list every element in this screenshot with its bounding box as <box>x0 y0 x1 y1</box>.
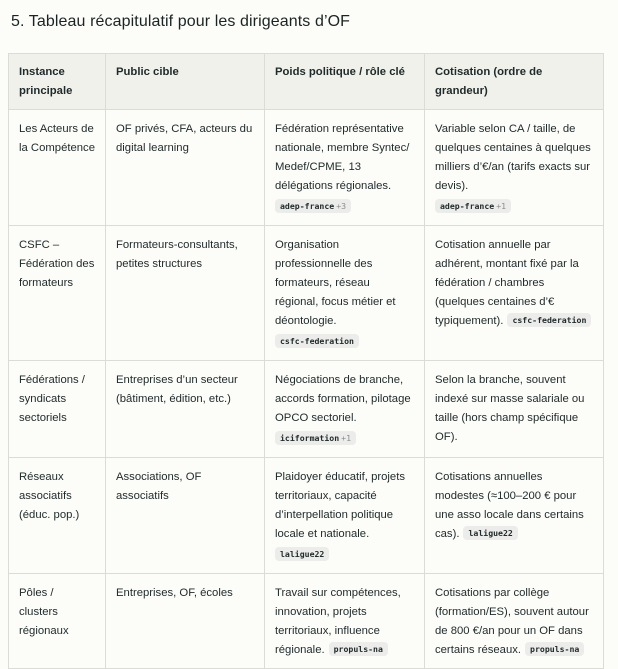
summary-table <box>8 53 604 669</box>
citation-badge[interactable] <box>507 313 591 327</box>
cell-public: Entreprises, OF, écoles <box>106 574 265 669</box>
citation-badge[interactable] <box>525 642 584 656</box>
cell-instance: CSFC – Fédération des formateurs <box>9 226 106 361</box>
cell-public: OF privés, CFA, acteurs du digital learning <box>106 110 265 226</box>
cell-cotisation <box>425 110 604 226</box>
cell-text: Fédération représentative nationale, membre Syntec/ Medef/CPME, 13 délégations régionales. <box>275 123 410 192</box>
cell-instance: Pôles / clusters régionaux <box>9 574 106 669</box>
citation-badge[interactable] <box>275 334 359 348</box>
table-row <box>9 574 604 669</box>
cell-cotisation <box>425 458 604 574</box>
header-cotisation: Cotisation (ordre de grandeur) <box>425 54 604 110</box>
cell-poids <box>265 458 425 574</box>
table-row <box>9 361 604 458</box>
cell-cotisation <box>425 226 604 361</box>
header-poids: Poids politique / rôle clé <box>265 54 425 110</box>
citation-badge[interactable] <box>329 642 388 656</box>
cell-poids <box>265 110 425 226</box>
table-header-row <box>9 54 604 110</box>
citation-source: propuls-na <box>530 644 580 654</box>
cell-instance: Fédérations / syndicats sectoriels <box>9 361 106 458</box>
cell-public: Associations, OF associatifs <box>106 458 265 574</box>
citation-badge[interactable] <box>275 199 351 213</box>
citation-badge[interactable] <box>275 431 356 445</box>
cell-public: Formateurs-consultants, petites structures <box>106 226 265 361</box>
cell-public: Entreprises d’un secteur (bâtiment, édition, etc.) <box>106 361 265 458</box>
cell-cotisation <box>425 574 604 669</box>
citation-source: csfc-federation <box>512 315 587 325</box>
citation-badge[interactable] <box>435 199 511 213</box>
citation-more: +3 <box>336 201 347 211</box>
table-row <box>9 110 604 226</box>
cell-text: Cotisations annuelles modestes (≈100–200 € pour une asso locale dans certains cas). <box>435 471 584 540</box>
cell-text: Organisation professionnelle des formateurs, réseau régional, focus métier et déontologie. <box>275 239 396 327</box>
citation-badge[interactable] <box>275 547 329 561</box>
citation-source: propuls-na <box>333 644 383 654</box>
citation-more: +1 <box>496 201 507 211</box>
cell-text: Selon la branche, souvent indexé sur masse salariale ou taille (hors champ spécifique OF). <box>435 374 585 443</box>
citation-more: +1 <box>341 433 352 443</box>
citation-badge[interactable] <box>463 526 517 540</box>
cell-text: Cotisation annuelle par adhérent, montant fixé par la fédération / chambres (quelques centaines d’€ typiquement). <box>435 239 579 327</box>
citation-source: iciformation <box>280 433 340 443</box>
citation-source: adep-france <box>280 201 335 211</box>
cell-text: Plaidoyer éducatif, projets territoriaux, capacité d’interpellation politique locale et nationale. <box>275 471 405 540</box>
header-public: Public cible <box>106 54 265 110</box>
section-title: 5. Tableau récapitulatif pour les dirigeants d’OF <box>11 13 351 30</box>
table-row <box>9 226 604 361</box>
cell-text: Négociations de branche, accords formation, pilotage OPCO sectoriel. <box>275 374 411 424</box>
table-row <box>9 458 604 574</box>
cell-text: Travail sur compétences, innovation, projets territoriaux, influence régionale. <box>275 587 401 656</box>
cell-poids <box>265 361 425 458</box>
cell-instance: Réseaux associatifs (éduc. pop.) <box>9 458 106 574</box>
citation-source: laligue22 <box>280 549 325 559</box>
citation-source: adep-france <box>440 201 495 211</box>
citation-source: laligue22 <box>468 528 513 538</box>
header-instance: Instance principale <box>9 54 106 110</box>
cell-text: Variable selon CA / taille, de quelques centaines à quelques milliers d’€/an (tarifs exacts sur devis). <box>435 123 591 192</box>
cell-cotisation <box>425 361 604 458</box>
cell-text: Cotisations par collège (formation/ES), souvent autour de 800 €/an pour un OF dans certains réseaux. <box>435 587 589 656</box>
cell-instance: Les Acteurs de la Compétence <box>9 110 106 226</box>
cell-poids <box>265 226 425 361</box>
citation-source: csfc-federation <box>280 336 354 346</box>
cell-poids <box>265 574 425 669</box>
